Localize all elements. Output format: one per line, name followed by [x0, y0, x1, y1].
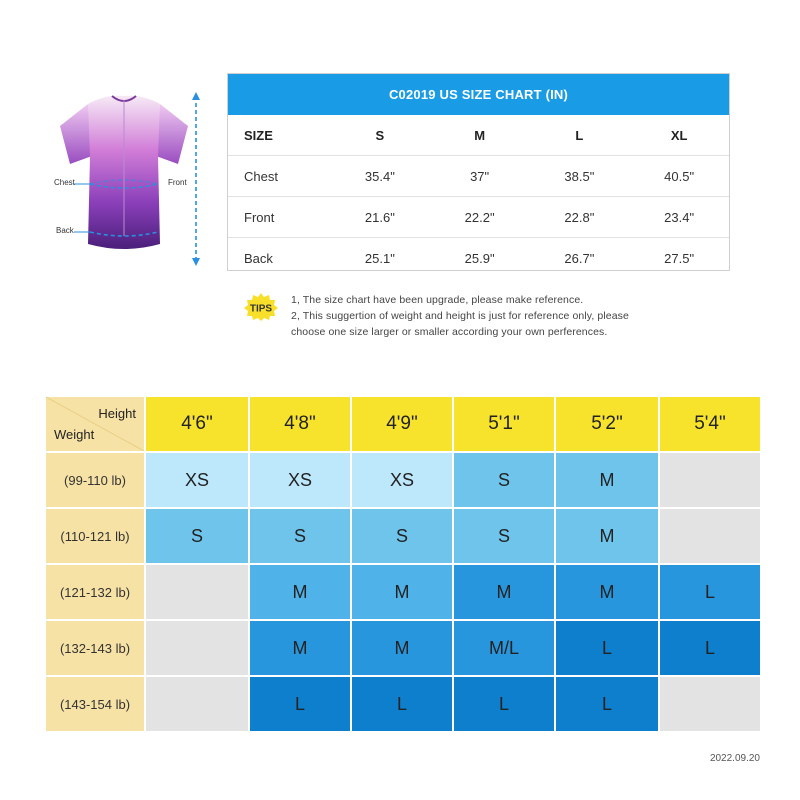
size-cell: XS: [352, 453, 452, 507]
height-header: 5'2": [556, 397, 658, 451]
size-cell: M: [556, 565, 658, 619]
size-cell: [146, 677, 248, 731]
size-header: SIZE: [244, 127, 273, 143]
size-cell: [146, 621, 248, 675]
row-label: Chest: [228, 156, 330, 197]
weight-label: (121-132 lb): [46, 565, 144, 619]
back-label: Back: [56, 226, 74, 235]
height-header: 4'8": [250, 397, 350, 451]
size-cell: M: [250, 621, 350, 675]
tips-line: choose one size larger or smaller according your own perferences.: [291, 326, 608, 338]
size-chart-header-row: [228, 115, 729, 156]
cell-value: 25.9": [430, 238, 530, 279]
tips-line: 1, The size chart have been upgrade, please make reference.: [291, 294, 584, 306]
height-header: 4'6": [146, 397, 248, 451]
size-chart-row-chest: [228, 156, 729, 197]
corner-height-label: Height: [98, 406, 136, 421]
weight-label: (99-110 lb): [46, 453, 144, 507]
tips-badge-text: TIPS: [249, 303, 273, 315]
size-col-l: L: [575, 127, 584, 143]
size-cell: L: [352, 677, 452, 731]
size-cell: M/L: [454, 621, 554, 675]
corner-weight-label: Weight: [54, 427, 95, 442]
cell-value: 35.4": [330, 156, 430, 197]
size-chart-table: [228, 115, 729, 278]
cell-value: 37": [430, 156, 530, 197]
cell-value: 38.5": [530, 156, 630, 197]
weight-label: (143-154 lb): [46, 677, 144, 731]
row-label: Front: [228, 197, 330, 238]
size-cell: S: [352, 509, 452, 563]
size-col-s: S: [375, 127, 385, 143]
size-chart-row-back: [228, 238, 729, 279]
size-cell: [660, 453, 760, 507]
tips-text: [291, 292, 629, 340]
size-cell: S: [454, 509, 554, 563]
front-label: Front: [168, 178, 187, 187]
cell-value: 23.4": [629, 197, 729, 238]
size-cell: L: [250, 677, 350, 731]
size-cell: M: [556, 453, 658, 507]
cell-value: 25.1": [330, 238, 430, 279]
size-cell: L: [556, 677, 658, 731]
size-cell: [146, 565, 248, 619]
weight-label: (132-143 lb): [46, 621, 144, 675]
size-cell: [660, 509, 760, 563]
size-cell: S: [454, 453, 554, 507]
chest-label: Chest: [54, 178, 75, 187]
size-cell: M: [352, 621, 452, 675]
size-cell: M: [250, 565, 350, 619]
cell-value: 22.8": [530, 197, 630, 238]
cell-value: 21.6": [330, 197, 430, 238]
size-cell: M: [556, 509, 658, 563]
size-cell: XS: [250, 453, 350, 507]
size-chart-title: C02019 US SIZE CHART (IN): [228, 74, 729, 115]
size-cell: XS: [146, 453, 248, 507]
size-cell: M: [454, 565, 554, 619]
size-col-xl: XL: [670, 127, 688, 143]
height-header: 5'4": [660, 397, 760, 451]
size-chart-row-front: [228, 197, 729, 238]
size-chart: [227, 73, 730, 271]
chart-date: 2022.09.20: [709, 753, 760, 764]
size-cell: [660, 677, 760, 731]
height-header: 5'1": [454, 397, 554, 451]
size-cell: L: [556, 621, 658, 675]
size-cell: S: [250, 509, 350, 563]
row-label: Back: [228, 238, 330, 279]
size-col-m: M: [474, 127, 486, 143]
size-cell: L: [660, 565, 760, 619]
cell-value: 22.2": [430, 197, 530, 238]
size-cell: L: [454, 677, 554, 731]
cell-value: 27.5": [629, 238, 729, 279]
tips-badge: [243, 292, 279, 322]
cell-value: 40.5": [629, 156, 729, 197]
grid-corner: [46, 397, 144, 451]
cell-value: 26.7": [530, 238, 630, 279]
jersey-illustration: [40, 86, 220, 276]
height-header: 4'9": [352, 397, 452, 451]
size-cell: S: [146, 509, 248, 563]
weight-label: (110-121 lb): [46, 509, 144, 563]
size-cell: M: [352, 565, 452, 619]
size-cell: L: [660, 621, 760, 675]
tips-line: 2, This suggertion of weight and height is just for reference only, please: [291, 310, 629, 322]
height-weight-size-grid: [46, 397, 762, 737]
